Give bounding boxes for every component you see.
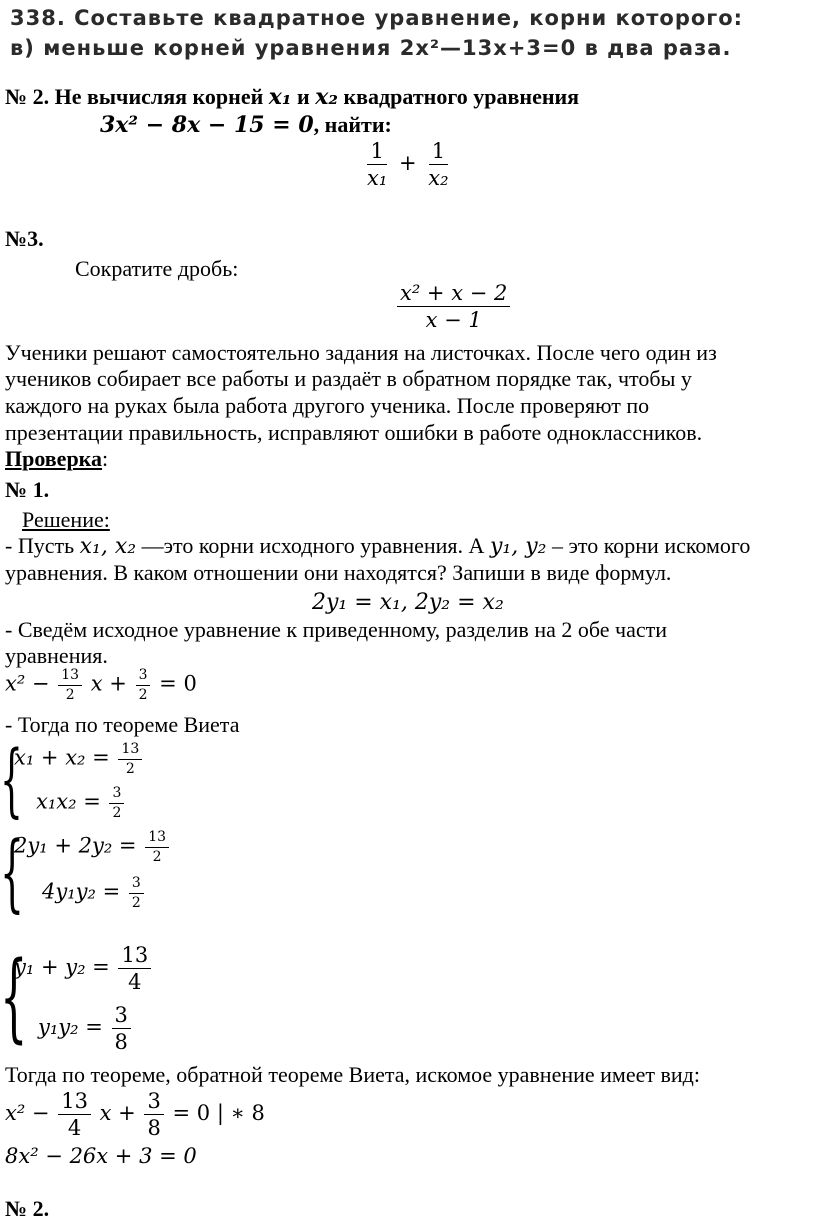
system2-brace: { — [0, 823, 25, 921]
system3-brace: { — [0, 941, 28, 1053]
sys2-l1-den: 2 — [152, 848, 162, 865]
task3-instruction: Сократите дробь: — [75, 256, 239, 281]
task3-fraction — [395, 282, 512, 331]
sys3-l2-den: 8 — [114, 1030, 128, 1055]
sys1-l1-num: 13 — [118, 742, 142, 760]
task-338-suffix: в два раза. — [584, 36, 732, 60]
sys1-l2-num: 3 — [109, 786, 124, 804]
task2-plus: + — [398, 151, 417, 176]
final-a: x² − — [5, 1101, 50, 1126]
task-338-equation: 2x²—13x+3=0 — [399, 36, 577, 60]
task3-heading: №3. — [5, 226, 44, 251]
system1-eq1 — [14, 742, 144, 776]
conclusion-line: Тогда по теореме, обратной теореме Виета, искомое уравнение имеет вид: — [5, 1062, 700, 1087]
reduce-line-2: уравнения. — [5, 643, 108, 668]
reduced-equation — [5, 668, 197, 702]
reduced-b: x + — [90, 671, 127, 696]
task2-frac2-den: x₂ — [428, 166, 449, 191]
system1-eq2 — [36, 786, 126, 820]
check-label-line — [5, 446, 108, 472]
check-label: Проверка — [5, 446, 103, 471]
relation-formula: 2y₁ = x₁, 2y₂ = x₂ — [312, 590, 504, 615]
system2-eq1 — [14, 830, 171, 864]
sys3-l1-den: 4 — [128, 970, 142, 995]
check-colon: : — [102, 446, 109, 471]
final-b: x + — [99, 1101, 136, 1126]
final-f1-num: 13 — [58, 1090, 91, 1115]
solution2-heading: № 2. — [5, 1196, 50, 1221]
line1-vars2: y₁, y₂ — [489, 534, 547, 559]
sys1-l2: x₁x₂ = — [36, 789, 101, 814]
sys3-l1-num: 13 — [118, 944, 151, 969]
reduced-a: x² − — [5, 671, 50, 696]
final-equation — [5, 1090, 265, 1139]
task-338-title: Составьте квадратное уравнение, корни которого: — [74, 6, 744, 30]
reduced-f1-den: 2 — [65, 686, 75, 703]
system3-eq2 — [38, 1004, 133, 1053]
line1-vars: x₁, x₂ — [79, 534, 137, 559]
task2-var2: x₂ — [315, 84, 338, 110]
task3-numerator: x² + x − 2 — [397, 282, 510, 307]
line1-a: - Пусть — [5, 533, 75, 558]
task2-heading-prefix: № 2. Не вычисляя корней — [5, 84, 264, 109]
task2-and: и — [297, 84, 310, 109]
sys2-l1: 2y₁ + 2y₂ = — [14, 833, 137, 858]
system1-brace: { — [0, 733, 23, 826]
task2-frac2-num: 1 — [429, 140, 448, 165]
final-f1-den: 4 — [67, 1116, 82, 1141]
task-338-line2 — [10, 36, 731, 60]
reduced-f2-den: 2 — [138, 686, 148, 703]
system3-eq1 — [14, 944, 153, 993]
task2-equation-line — [100, 112, 392, 138]
solution1-label: Решение: — [22, 507, 110, 532]
task3-denominator: x − 1 — [425, 308, 482, 333]
task2-frac1-den: x₁ — [367, 166, 388, 191]
sys3-l2-num: 3 — [112, 1004, 131, 1029]
reduce-line-1: - Сведём исходное уравнение к приведенному, разделив на 2 обе части — [5, 617, 668, 642]
paragraph-line-2: учеников собирает все работы и раздаёт в обратном порядке так, чтобы у — [5, 366, 692, 391]
sys2-l2-num: 3 — [129, 876, 144, 894]
task2-var1: x₁ — [268, 84, 292, 110]
vieta-line: - Тогда по теореме Виета — [5, 712, 240, 737]
solution1-line2: уравнения. В каком отношении они находятся? Запиши в виде формул. — [5, 560, 672, 585]
task-338-number: 338. — [10, 6, 66, 30]
sys1-l1-den: 2 — [125, 760, 135, 777]
task2-find: , найти: — [313, 112, 392, 137]
paragraph-line-3: каждого на руках была работа другого ученика. После проверяют по — [5, 393, 650, 418]
final-c: = 0 | ∗ 8 — [172, 1101, 265, 1126]
sys2-l2: 4y₁y₂ = — [42, 879, 121, 904]
task-338-prefix: в) меньше корней уравнения — [10, 36, 392, 60]
task2-heading-suffix: квадратного уравнения — [343, 84, 580, 109]
task-338-line1 — [10, 6, 743, 30]
task2-equation: 3x² − 8x − 15 = 0 — [100, 112, 314, 138]
paragraph-line-1: Ученики решают самостоятельно задания на листочках. После чего один из — [5, 340, 717, 365]
sys1-l1: x₁ + x₂ = — [14, 745, 110, 770]
paragraph-line-4: презентации правильность, исправляют ошибки в работе одноклассников. — [5, 420, 703, 445]
line1-b: —это корни исходного уравнения. А — [141, 533, 485, 558]
system2-eq2 — [42, 876, 146, 910]
task2-frac1-num: 1 — [367, 140, 386, 165]
sys3-l2: y₁y₂ = — [38, 1015, 103, 1040]
reduced-f2-num: 3 — [136, 668, 151, 686]
line1-c: – это корни искомого — [551, 533, 751, 558]
task2-expression — [362, 140, 454, 189]
sys1-l2-den: 2 — [112, 804, 122, 821]
answer-equation: 8x² − 26x + 3 = 0 — [5, 1144, 197, 1168]
task2-heading — [5, 84, 579, 110]
solution1-heading: № 1. — [5, 477, 50, 502]
reduced-f1-num: 13 — [58, 668, 82, 686]
sys2-l2-den: 2 — [131, 894, 141, 911]
final-f2-den: 8 — [147, 1116, 161, 1141]
final-f2-num: 3 — [144, 1090, 163, 1115]
reduced-c: = 0 — [159, 671, 197, 696]
solution1-line1 — [5, 533, 750, 559]
sys2-l1-num: 13 — [145, 830, 169, 848]
sys3-l1: y₁ + y₂ = — [14, 955, 110, 980]
